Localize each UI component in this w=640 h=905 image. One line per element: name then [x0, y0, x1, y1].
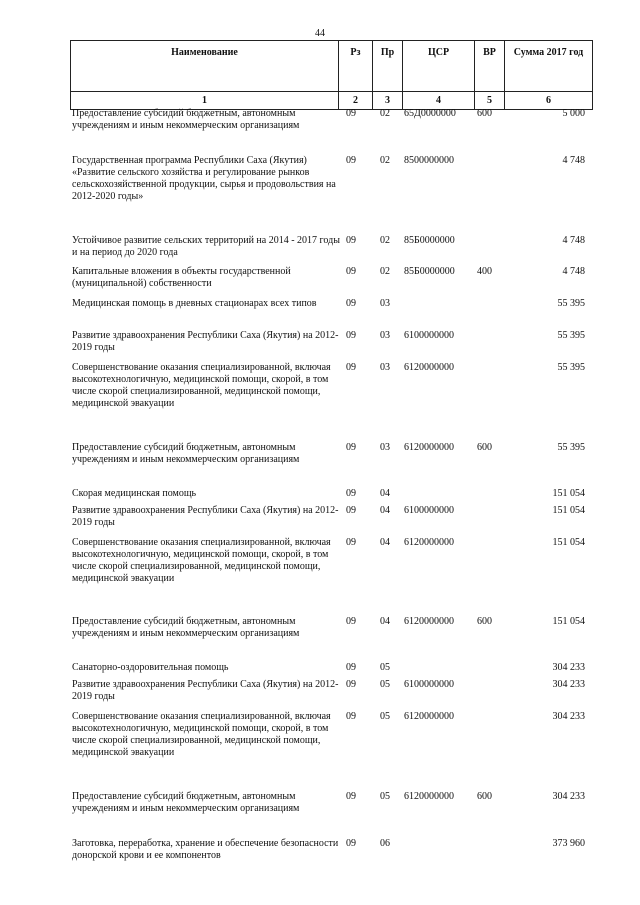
- row-csr: 6100000000: [404, 330, 454, 341]
- row-sum: 55 395: [557, 442, 585, 453]
- row-name: Предоставление субсидий бюджетным, автономным учреждениям и иным некоммерческим организациям: [72, 616, 300, 639]
- column-number-6: 6: [505, 92, 593, 110]
- row-sum: 4 748: [562, 235, 585, 246]
- row-rz: 09: [346, 330, 356, 341]
- row-pr: 05: [380, 662, 390, 673]
- column-header-name: Наименование: [71, 41, 339, 92]
- column-header-csr: ЦСР: [403, 41, 475, 92]
- row-csr: 65Д0000000: [404, 108, 456, 119]
- row-name: Развитие здравоохранения Республики Саха (Якутия) на 2012-2019 годы: [72, 330, 339, 353]
- row-name: Государственная программа Республики Саха (Якутия) «Развитие сельского хозяйства и регулирование рынков сельскохозяйственной продукции, сырья и продовольствия на 2012-2020 годы»: [72, 155, 336, 202]
- row-csr: 6120000000: [404, 537, 454, 548]
- row-pr: 06: [380, 838, 390, 849]
- row-pr: 04: [380, 537, 390, 548]
- column-header-vr: ВР: [475, 41, 505, 92]
- row-vr: 400: [477, 266, 492, 277]
- row-csr: 6120000000: [404, 616, 454, 627]
- row-rz: 09: [346, 505, 356, 516]
- row-name: Устойчивое развитие сельских территорий на 2014 - 2017 годы и на период до 2020 года: [72, 235, 340, 258]
- row-csr: 6120000000: [404, 711, 454, 722]
- row-sum: 373 960: [552, 838, 585, 849]
- row-rz: 09: [346, 616, 356, 627]
- row-rz: 09: [346, 155, 356, 166]
- column-header-rz: Рз: [339, 41, 373, 92]
- row-csr: 6120000000: [404, 791, 454, 802]
- row-pr: 04: [380, 616, 390, 627]
- row-pr: 02: [380, 108, 390, 119]
- column-number-2: 2: [339, 92, 373, 110]
- row-csr: 6100000000: [404, 505, 454, 516]
- row-sum: 151 054: [552, 505, 585, 516]
- row-pr: 04: [380, 488, 390, 499]
- row-rz: 09: [346, 108, 356, 119]
- row-sum: 151 054: [552, 537, 585, 548]
- row-sum: 4 748: [562, 155, 585, 166]
- row-pr: 03: [380, 298, 390, 309]
- row-pr: 03: [380, 330, 390, 341]
- row-rz: 09: [346, 298, 356, 309]
- row-rz: 09: [346, 537, 356, 548]
- row-name: Медицинская помощь в дневных стационарах всех типов: [72, 298, 317, 309]
- row-rz: 09: [346, 266, 356, 277]
- row-rz: 09: [346, 838, 356, 849]
- row-rz: 09: [346, 791, 356, 802]
- row-sum: 55 395: [557, 330, 585, 341]
- row-sum: 151 054: [552, 488, 585, 499]
- row-pr: 05: [380, 711, 390, 722]
- row-name: Предоставление субсидий бюджетным, автономным учреждениям и иным некоммерческим организациям: [72, 791, 300, 814]
- column-header-sum: Сумма 2017 год: [505, 41, 593, 92]
- row-sum: 304 233: [552, 679, 585, 690]
- row-vr: 600: [477, 442, 492, 453]
- row-csr: 6120000000: [404, 442, 454, 453]
- row-pr: 03: [380, 442, 390, 453]
- row-rz: 09: [346, 679, 356, 690]
- row-rz: 09: [346, 711, 356, 722]
- row-vr: 600: [477, 108, 492, 119]
- row-sum: 4 748: [562, 266, 585, 277]
- row-csr: 6100000000: [404, 679, 454, 690]
- column-number-5: 5: [475, 92, 505, 110]
- row-pr: 02: [380, 266, 390, 277]
- column-number-4: 4: [403, 92, 475, 110]
- row-name: Предоставление субсидий бюджетным, автономным учреждениям и иным некоммерческим организациям: [72, 108, 300, 131]
- row-name: Санаторно-оздоровительная помощь: [72, 662, 229, 673]
- row-rz: 09: [346, 662, 356, 673]
- row-pr: 05: [380, 791, 390, 802]
- table-header: [70, 40, 593, 110]
- row-csr: 85Б0000000: [404, 235, 455, 246]
- row-sum: 5 000: [562, 108, 585, 119]
- row-vr: 600: [477, 616, 492, 627]
- row-pr: 04: [380, 505, 390, 516]
- page-number: 44: [315, 28, 325, 39]
- row-sum: 304 233: [552, 711, 585, 722]
- row-sum: 304 233: [552, 662, 585, 673]
- column-header-pr: Пр: [373, 41, 403, 92]
- row-name: Совершенствование оказания специализированной, включая высокотехнологичную, медицинской помощи, скорой, в том числе скорой специализированной, медицинской помощи, медицинской эвакуации: [72, 362, 331, 409]
- row-name: Совершенствование оказания специализированной, включая высокотехнологичную, медицинской помощи, скорой, в том числе скорой специализированной, медицинской помощи, медицинской эвакуации: [72, 711, 331, 758]
- column-number-1: 1: [71, 92, 339, 110]
- row-rz: 09: [346, 362, 356, 373]
- row-name: Заготовка, переработка, хранение и обеспечение безопасности донорской крови и ее компонентов: [72, 838, 339, 861]
- row-sum: 55 395: [557, 362, 585, 373]
- row-name: Совершенствование оказания специализированной, включая высокотехнологичную, медицинской помощи, скорой, в том числе скорой специализированной, медицинской помощи, медицинской эвакуации: [72, 537, 331, 584]
- row-sum: 304 233: [552, 791, 585, 802]
- row-rz: 09: [346, 442, 356, 453]
- row-pr: 05: [380, 679, 390, 690]
- row-rz: 09: [346, 488, 356, 499]
- row-sum: 55 395: [557, 298, 585, 309]
- row-csr: 6120000000: [404, 362, 454, 373]
- row-pr: 02: [380, 235, 390, 246]
- row-pr: 02: [380, 155, 390, 166]
- row-sum: 151 054: [552, 616, 585, 627]
- row-vr: 600: [477, 791, 492, 802]
- row-name: Развитие здравоохранения Республики Саха (Якутия) на 2012-2019 годы: [72, 679, 339, 702]
- row-pr: 03: [380, 362, 390, 373]
- row-name: Скорая медицинская помощь: [72, 488, 197, 499]
- row-name: Развитие здравоохранения Республики Саха (Якутия) на 2012-2019 годы: [72, 505, 339, 528]
- row-csr: 8500000000: [404, 155, 454, 166]
- row-name: Капитальные вложения в объекты государственной (муниципальной) собственности: [72, 266, 291, 289]
- row-csr: 85Б0000000: [404, 266, 455, 277]
- row-name: Предоставление субсидий бюджетным, автономным учреждениям и иным некоммерческим организациям: [72, 442, 300, 465]
- row-rz: 09: [346, 235, 356, 246]
- column-number-3: 3: [373, 92, 403, 110]
